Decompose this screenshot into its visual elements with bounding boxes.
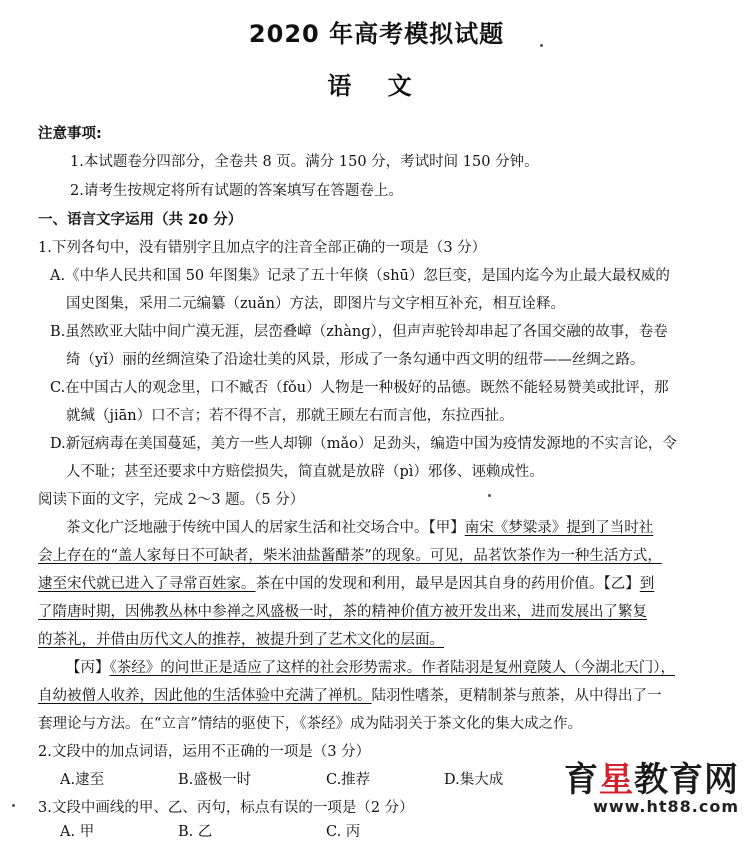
watermark-url: www.ht88.com bbox=[593, 797, 739, 816]
passage-marker-bing: 【丙】 bbox=[66, 660, 110, 676]
passage-line bbox=[66, 658, 753, 678]
passage-line bbox=[38, 714, 728, 734]
passage-line bbox=[38, 574, 728, 594]
q1-option-c-line1: C.在中国古人的观念里，口不臧否（fǒu）人物是一种极好的品德。既然不能轻易赞美或批评，那 bbox=[50, 380, 669, 396]
q3-option-a: A. 甲 bbox=[60, 824, 95, 840]
q2-option-a: A.逮至 bbox=[60, 772, 105, 788]
passage-text: 陆羽性嗜茶，更精制茶与煎茶，从中得出了一 bbox=[371, 688, 662, 704]
scan-speck bbox=[540, 44, 543, 47]
passage-text: 套理论与方法。在“立言”情结的驱使下，《茶经》成为陆羽关于茶文化的集大成之作。 bbox=[38, 716, 583, 732]
q1-option-a-line2: 国史图集，采用二元编纂（zuǎn）方法，即图片与文字相互补充，相互诠释。 bbox=[66, 296, 565, 312]
question-2-stem: 2.文段中的加点词语，运用不正确的一项是（3 分） bbox=[38, 744, 371, 760]
passage-line bbox=[38, 602, 728, 622]
scan-speck bbox=[12, 804, 15, 807]
underlined-sentence-jia: 南宋《梦粱录》提到了当时社 bbox=[464, 520, 654, 536]
notice-heading: 注意事项: bbox=[38, 126, 102, 142]
reading-intro: 阅读下面的文字，完成 2～3 题。（5 分） bbox=[38, 492, 305, 508]
q1-option-d-line1: D.新冠病毒在美国蔓延，美方一些人却铆（mǎo）足劲头，编造中国为疫情发源地的不实言论，令 bbox=[50, 436, 677, 452]
q2-option-c: C.推荐 bbox=[326, 772, 371, 788]
question-1-stem: 1.下列各句中，没有错别字且加点字的注音全部正确的一项是（3 分） bbox=[38, 240, 487, 256]
underlined-sentence-yi: 了隋唐时期，因佛教丛林中参禅之风盛极一时，茶的精神价值方被开发出来，进而发展出了繁复 bbox=[38, 604, 647, 620]
passage-line bbox=[38, 546, 728, 566]
notice-item: 1.本试题卷分四部分，全卷共 8 页。满分 150 分，考试时间 150 分钟。 bbox=[70, 154, 539, 170]
q3-option-b: B. 乙 bbox=[178, 824, 213, 840]
passage-text: 茶在中国的发现和利用，最早是因其自身的药用价值。【乙】 bbox=[255, 576, 640, 592]
watermark-logo: 育星教育网 bbox=[564, 760, 739, 800]
underlined-sentence-yi: 到 bbox=[639, 576, 655, 592]
subject-title: 语 文 bbox=[327, 72, 426, 100]
q3-option-c: C. 丙 bbox=[326, 824, 361, 840]
q1-option-c-line2: 就缄（jiān）口不言；若不得不言，那就王顾左右而言他，东拉西扯。 bbox=[66, 408, 514, 424]
q3-options bbox=[60, 822, 360, 842]
passage-line bbox=[38, 686, 728, 706]
q2-options bbox=[60, 770, 503, 790]
section-heading: 一、语言文字运用（共 20 分） bbox=[38, 212, 243, 228]
exam-title: 2020 年高考模拟试题 bbox=[248, 20, 505, 48]
q2-option-b: B.盛极一时 bbox=[178, 772, 252, 788]
passage-text: 茶文化广泛地融于传统中国人的居家生活和社交场合中。【甲】 bbox=[66, 520, 465, 536]
q1-option-a-line1: A.《中华人民共和国 50 年图集》记录了五十年倏（shū）忽巨变，是国内迄今为止最大最权威的 bbox=[50, 268, 670, 284]
notice-item: 2.请考生按规定将所有试题的答案填写在答题卷上。 bbox=[70, 183, 403, 199]
q2-option-d: D.集大成 bbox=[444, 772, 504, 788]
site-watermark bbox=[564, 752, 739, 816]
q1-option-b-line1: B.虽然欧亚大陆中间广漠无涯，层峦叠嶂（zhàng），但声声驼铃却串起了各国交融的故事，卷卷 bbox=[50, 324, 668, 340]
underlined-sentence-bing: 自幼被僧人收养，因此他的生活体验中充满了禅机。 bbox=[38, 688, 372, 704]
scan-speck bbox=[488, 494, 491, 497]
underlined-sentence-jia: 会上存在的“盖人家每日不可缺者，柴米油盐酱醋茶”的现象。可见，品茗饮茶作为一种生活方式， bbox=[38, 548, 662, 564]
question-3-stem: 3.文段中画线的甲、乙、丙句，标点有误的一项是（2 分） bbox=[38, 800, 414, 816]
passage-line bbox=[38, 630, 728, 650]
q1-option-b-line2: 绮（yǐ）丽的丝绸渲染了沿途壮美的风景，形成了一条勾通中西文明的纽带——丝绸之路。 bbox=[66, 352, 645, 368]
passage-line bbox=[66, 518, 753, 538]
underlined-sentence-jia: 逮至宋代就已进入了寻常百姓家。 bbox=[38, 576, 256, 592]
underlined-sentence-yi: 的茶礼，并借由历代文人的推荐，被提升到了艺术文化的层面。 bbox=[38, 632, 444, 648]
underlined-sentence-bing: 《茶经》的问世正是适应了这样的社会形势需求。作者陆羽是复州竟陵人（今湖北天门）， bbox=[109, 660, 675, 676]
q1-option-d-line2: 人不耻；甚至还要求中方赔偿损失，简直就是放辟（pì）邪侈、诬赖成性。 bbox=[66, 464, 544, 480]
